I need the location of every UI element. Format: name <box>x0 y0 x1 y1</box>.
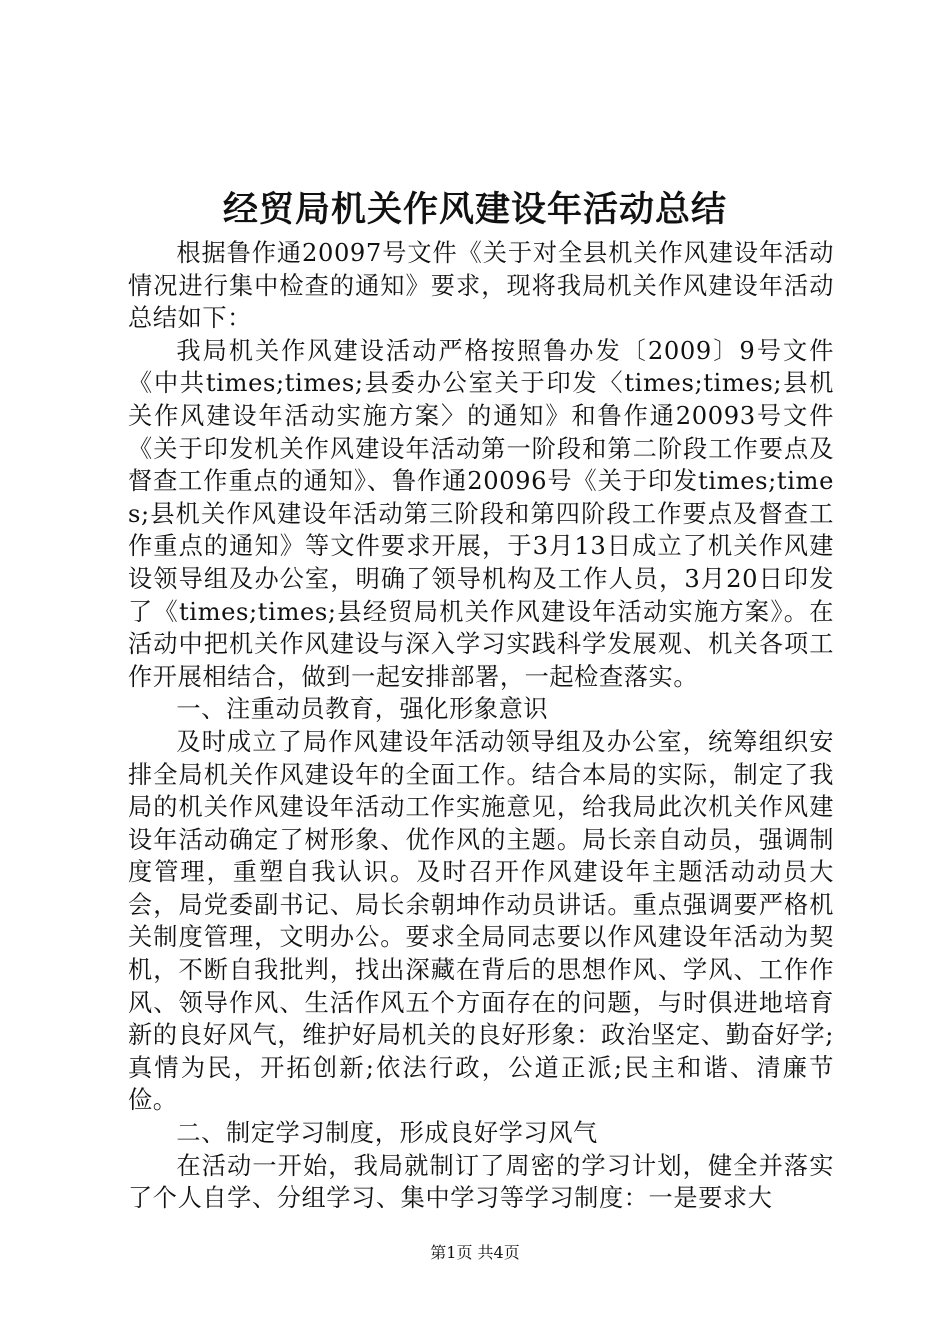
section-heading-1: 一、注重动员教育，强化形象意识 <box>176 695 549 724</box>
paragraph-background: 我局机关作风建设活动严格按照鲁办发〔2009〕9号文件《中共times;times;县委办公室关于印发〈times;times;县机关作风建设年活动实施方案〉的通知》和鲁作通20093号文件《关于印发机关作风建设年活动第一阶段和第二阶段工作要点及督查工作重点的通知》、鲁作通20096号《关于印发times;times;县机关作风建设年活动第三阶段和第四阶段工作要点及督查工作重点的通知》等文件要求开展，于3月13日成立了机关作风建设领导组及办公室，明确了领导机构及工作人员，3月20日印发了《times;times;县经贸局机关作风建设年活动实施方案》。在活动中把机关作风建设与深入学习实践科学发展观、机关各项工作开展相结合，做到一起安排部署，一起检查落实。 <box>128 336 834 691</box>
paragraph-section-1: 及时成立了局作风建设年活动领导组及办公室，统筹组织安排全局机关作风建设年的全面工作。结合本局的实际，制定了我局的机关作风建设年活动工作实施意见，给我局此次机关作风建设年活动确定了树形象、优作风的主题。局长亲自动员，强调制度管理，重塑自我认识。及时召开作风建设年主题活动动员大会，局党委副书记、局长余朝坤作动员讲话。重点强调要严格机关制度管理，文明办公。要求全局同志要以作风建设年活动为契机，不断自我批判，找出深藏在背后的思想作风、学风、工作作风、领导作风、生活作风五个方面存在的问题，与时俱进地培育新的良好风气，维护好局机关的良好形象：政治坚定、勤奋好学;真情为民，开拓创新;依法行政，公道正派;民主和谐、清廉节俭。 <box>128 727 834 1115</box>
page-number-footer: 第1页 共4页 <box>430 1243 520 1262</box>
section-heading-2: 二、制定学习制度，形成良好学习风气 <box>176 1119 598 1148</box>
paragraph-intro: 根据鲁作通20097号文件《关于对全县机关作风建设年活动情况进行集中检查的通知》要求，现将我局机关作风建设年活动总结如下： <box>128 239 834 333</box>
document-title: 经贸局机关作风建设年活动总结 <box>222 189 727 230</box>
paragraph-section-2: 在活动一开始，我局就制订了周密的学习计划，健全并落实了个人自学、分组学习、集中学习等学习制度：一是要求大 <box>128 1151 834 1213</box>
document-body <box>128 237 834 1215</box>
